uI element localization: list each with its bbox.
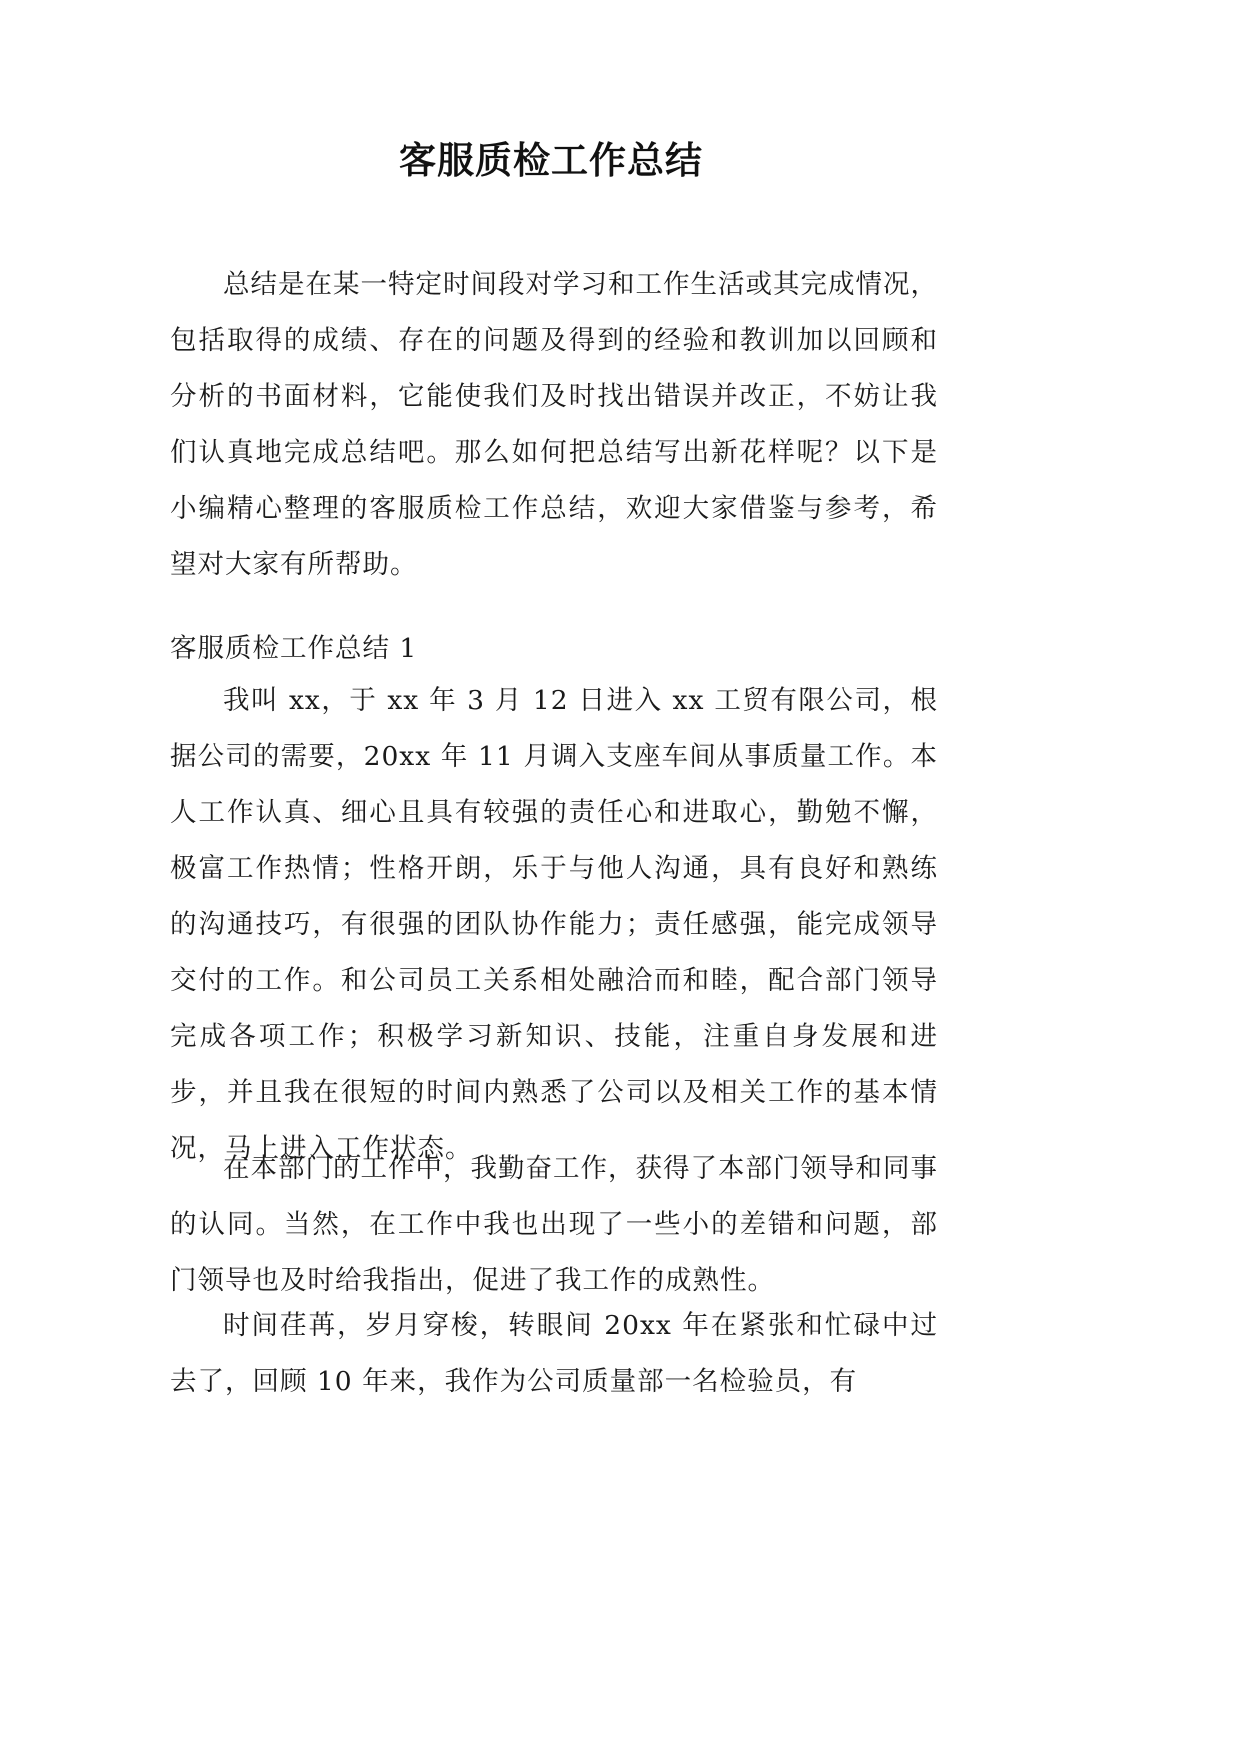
document-title: 客服质检工作总结: [399, 138, 703, 182]
intro-paragraph: 总结是在某一特定时间段对学习和工作生活或其完成情况，包括取得的成绩、存在的问题及得到的经验和教训加以回顾和分析的书面材料，它能使我们及时找出错误并改正，不妨让我们认真地完成总结吧。那么如何把总结写出新花样呢？以下是小编精心整理的客服质检工作总结，欢迎大家借鉴与参考，希望对大家有所帮助。: [170, 269, 938, 580]
body-paragraph: 时间荏苒，岁月穿梭，转眼间 20xx 年在紧张和忙碌中过去了，回顾 10 年来，我作为公司质量部一名检验员，有: [170, 1310, 938, 1397]
body-paragraph: 在本部门的工作中，我勤奋工作，获得了本部门领导和同事的认同。当然，在工作中我也出现了一些小的差错和问题，部门领导也及时给我指出，促进了我工作的成熟性。: [170, 1153, 938, 1296]
body-paragraph: 我叫 xx，于 xx 年 3 月 12 日进入 xx 工贸有限公司，根据公司的需要，20xx 年 11 月调入支座车间从事质量工作。本人工作认真、细心且具有较强的责任心和进取心，勤勉不懈，极富工作热情；性格开朗，乐于与他人沟通，具有良好和熟练的沟通技巧，有很强的团队协作能力；责任感强，能完成领导交付的工作。和公司员工关系相处融洽而和睦，配合部门领导完成各项工作；积极学习新知识、技能，注重自身发展和进步，并且我在很短的时间内熟悉了公司以及相关工作的基本情况，马上进入工作状态。: [170, 685, 938, 1164]
section-heading: 客服质检工作总结 1: [170, 633, 418, 664]
